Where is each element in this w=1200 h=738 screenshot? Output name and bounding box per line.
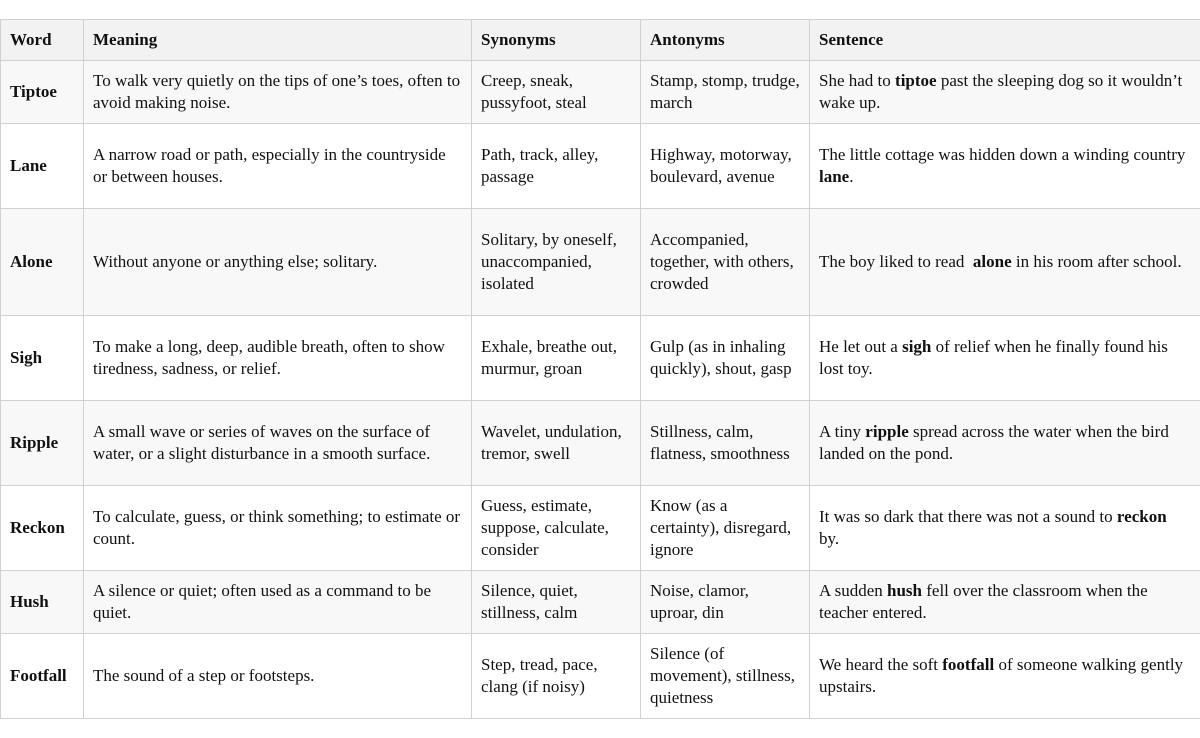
meaning-cell: To walk very quietly on the tips of one’s toes, often to avoid making noise. xyxy=(84,61,472,124)
sentence-cell xyxy=(810,316,1200,401)
sentence-text: The little cottage was hidden down a winding country xyxy=(819,145,1186,164)
sentence-keyword: sigh xyxy=(902,337,932,356)
sentence-keyword: alone xyxy=(972,252,1012,271)
word-cell: Tiptoe xyxy=(1,61,84,124)
synonyms-cell: Solitary, by oneself, unaccompanied, isolated xyxy=(472,209,641,316)
antonyms-cell: Gulp (as in inhaling quickly), shout, gasp xyxy=(641,316,810,401)
header-antonyms: Antonyms xyxy=(641,20,810,61)
meaning-cell: To make a long, deep, audible breath, often to show tiredness, sadness, or relief. xyxy=(84,316,472,401)
sentence-text: of relief when he finally found his lost toy. xyxy=(819,337,1168,378)
sentence-text: past the sleeping dog so it wouldn’t wake up. xyxy=(819,71,1183,112)
sentence-cell xyxy=(810,61,1200,124)
header-row xyxy=(1,20,1200,61)
sentence-cell xyxy=(810,124,1200,209)
meaning-cell: A silence or quiet; often used as a command to be quiet. xyxy=(84,571,472,634)
sentence-keyword: lane xyxy=(819,167,850,186)
antonyms-cell: Highway, motorway, boulevard, avenue xyxy=(641,124,810,209)
meaning-cell: A small wave or series of waves on the surface of water, or a slight disturbance in a smooth surface. xyxy=(84,401,472,486)
sentence-text: He let out a xyxy=(819,337,903,356)
table-row xyxy=(1,316,1200,401)
sentence-text: We heard the soft xyxy=(819,655,943,674)
sentence-cell xyxy=(810,401,1200,486)
sentence-text: A tiny xyxy=(819,422,866,441)
synonyms-cell: Guess, estimate, suppose, calculate, consider xyxy=(472,486,641,571)
synonyms-cell: Silence, quiet, stillness, calm xyxy=(472,571,641,634)
header-sentence: Sentence xyxy=(810,20,1200,61)
word-cell: Lane xyxy=(1,124,84,209)
sentence-cell xyxy=(810,571,1200,634)
sentence-text: by. xyxy=(819,529,840,548)
header-meaning: Meaning xyxy=(84,20,472,61)
table-row xyxy=(1,61,1200,124)
antonyms-cell: Stamp, stomp, trudge, march xyxy=(641,61,810,124)
word-cell: Footfall xyxy=(1,634,84,719)
word-cell: Hush xyxy=(1,571,84,634)
antonyms-cell: Silence (of movement), stillness, quietness xyxy=(641,634,810,719)
sentence-cell xyxy=(810,209,1200,316)
sentence-keyword: tiptoe xyxy=(895,71,937,90)
table-row xyxy=(1,124,1200,209)
header-word: Word xyxy=(1,20,84,61)
sentence-keyword: reckon xyxy=(1116,507,1167,526)
sentence-text: It was so dark that there was not a sound to xyxy=(819,507,1117,526)
table-row xyxy=(1,486,1200,571)
sentence-cell xyxy=(810,486,1200,571)
synonyms-cell: Path, track, alley, passage xyxy=(472,124,641,209)
table-row xyxy=(1,401,1200,486)
header-synonyms: Synonyms xyxy=(472,20,641,61)
vocabulary-table xyxy=(0,19,1200,719)
sentence-cell xyxy=(810,634,1200,719)
word-cell: Sigh xyxy=(1,316,84,401)
table-header xyxy=(1,20,1200,61)
sentence-keyword: footfall xyxy=(942,655,995,674)
sentence-keyword: hush xyxy=(887,581,922,600)
antonyms-cell: Know (as a certainty), disregard, ignore xyxy=(641,486,810,571)
synonyms-cell: Step, tread, pace, clang (if noisy) xyxy=(472,634,641,719)
sentence-text: in his room after school. xyxy=(1011,252,1182,271)
meaning-cell: The sound of a step or footsteps. xyxy=(84,634,472,719)
table-row xyxy=(1,209,1200,316)
sentence-text: fell over the classroom when the teacher entered. xyxy=(819,581,1148,622)
antonyms-cell: Accompanied, together, with others, crowded xyxy=(641,209,810,316)
sentence-text: of someone walking gently upstairs. xyxy=(819,655,1184,696)
table-body xyxy=(1,61,1200,719)
antonyms-cell: Noise, clamor, uproar, din xyxy=(641,571,810,634)
synonyms-cell: Wavelet, undulation, tremor, swell xyxy=(472,401,641,486)
word-cell: Alone xyxy=(1,209,84,316)
sentence-text: spread across the water when the bird landed on the pond. xyxy=(819,422,1169,463)
synonyms-cell: Creep, sneak, pussyfoot, steal xyxy=(472,61,641,124)
meaning-cell: To calculate, guess, or think something; to estimate or count. xyxy=(84,486,472,571)
sentence-text: She had to xyxy=(819,71,896,90)
sentence-keyword: ripple xyxy=(865,422,909,441)
table-row xyxy=(1,571,1200,634)
word-cell: Ripple xyxy=(1,401,84,486)
table-row xyxy=(1,634,1200,719)
sentence-text: . xyxy=(849,167,854,186)
sentence-text: The boy liked to read xyxy=(819,252,973,271)
meaning-cell: Without anyone or anything else; solitary. xyxy=(84,209,472,316)
meaning-cell: A narrow road or path, especially in the countryside or between houses. xyxy=(84,124,472,209)
synonyms-cell: Exhale, breathe out, murmur, groan xyxy=(472,316,641,401)
word-cell: Reckon xyxy=(1,486,84,571)
antonyms-cell: Stillness, calm, flatness, smoothness xyxy=(641,401,810,486)
sentence-text: A sudden xyxy=(819,581,887,600)
